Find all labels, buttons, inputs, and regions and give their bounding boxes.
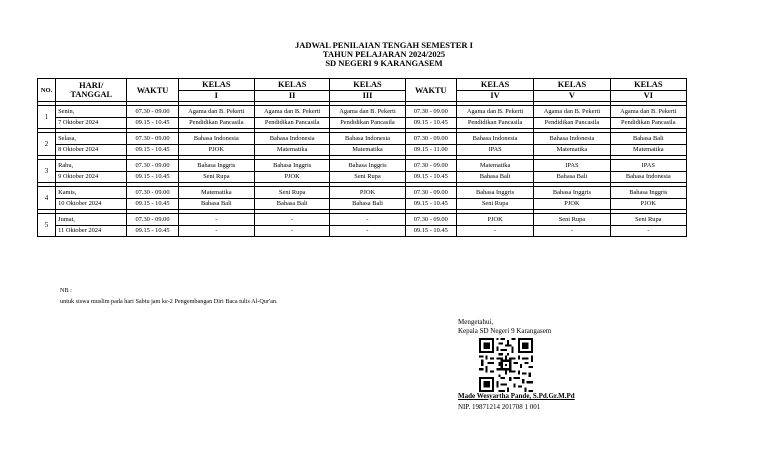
time-cell: 07.30 - 09.00 — [405, 133, 456, 145]
subject-cell: Bahasa Inggris — [178, 160, 254, 172]
subject-cell: Seni Rupa — [178, 171, 254, 183]
subject-cell: Matematika — [456, 160, 533, 172]
subject-cell: Bahasa Bali — [254, 198, 329, 210]
subject-cell: Matematika — [534, 144, 610, 156]
table-row — [38, 117, 687, 129]
subject-cell: Pendidikan Pancasila — [330, 117, 405, 129]
col-no-header: NO. — [38, 79, 56, 102]
subject-cell: IPAS — [456, 144, 533, 156]
row-day: Rabu, — [56, 160, 127, 172]
subject-cell: Bahasa Bali — [330, 198, 405, 210]
subject-cell: Agama dan B. Pekerti — [534, 106, 610, 118]
subject-cell: PJOK — [610, 198, 686, 210]
subject-cell: Bahasa Inggris — [330, 160, 405, 172]
time-cell: 09.15 - 10.45 — [405, 198, 456, 210]
subject-cell: Pendidikan Pancasila — [456, 117, 533, 129]
table-row — [38, 106, 687, 118]
subject-cell: - — [610, 225, 686, 237]
signature-nip: NIP. 19871214 201708 1 001 — [458, 403, 541, 411]
subject-cell: PJOK — [178, 144, 254, 156]
kelas-number: V — [534, 90, 610, 102]
col-hari-line2: TANGGAL — [70, 90, 113, 99]
table-row — [38, 144, 687, 156]
subject-cell: IPAS — [610, 160, 686, 172]
row-day: Selasa, — [56, 133, 127, 145]
time-cell: 07.30 - 09.00 — [127, 187, 178, 199]
col-waktu-header: WAKTU — [405, 79, 456, 102]
subject-cell: - — [178, 214, 254, 226]
table-row — [38, 225, 687, 237]
subject-cell: - — [534, 225, 610, 237]
row-number: 3 — [38, 160, 56, 183]
kelas-number: VI — [610, 90, 686, 102]
col-hari-header — [56, 79, 127, 102]
kelas-number: II — [254, 90, 329, 102]
subject-cell: Bahasa Inggris — [456, 187, 533, 199]
time-cell: 09.15 - 11.00 — [405, 144, 456, 156]
header-row-1 — [38, 79, 687, 91]
row-date: 10 Oktober 2024 — [56, 198, 127, 210]
subject-cell: Bahasa Bali — [456, 171, 533, 183]
kelas-number: I — [178, 90, 254, 102]
col-kelas-header: KELAS — [178, 79, 254, 91]
time-cell: 09.15 - 10.45 — [405, 117, 456, 129]
row-date: 7 Oktober 2024 — [56, 117, 127, 129]
subject-cell: Agama dan B. Pekerti — [610, 106, 686, 118]
subject-cell: Bahasa Bali — [534, 171, 610, 183]
subject-cell: Bahasa Bali — [178, 198, 254, 210]
table-row — [38, 198, 687, 210]
time-cell: 09.15 - 10.45 — [405, 171, 456, 183]
row-day: Kamis, — [56, 187, 127, 199]
subject-cell: Bahasa Indonesia — [254, 133, 329, 145]
subject-cell: Bahasa Indonesia — [178, 133, 254, 145]
table-row — [38, 171, 687, 183]
subject-cell: Agama dan B. Pekerti — [178, 106, 254, 118]
time-cell: 07.30 - 09.00 — [405, 214, 456, 226]
subject-cell: Seni Rupa — [254, 187, 329, 199]
subject-cell: Seni Rupa — [330, 171, 405, 183]
subject-cell: Agama dan B. Pekerti — [254, 106, 329, 118]
subject-cell: Bahasa Indonesia — [330, 133, 405, 145]
subject-cell: Matematika — [254, 144, 329, 156]
subject-cell: - — [330, 214, 405, 226]
subject-cell: Matematika — [178, 187, 254, 199]
subject-cell: - — [178, 225, 254, 237]
time-cell: 07.30 - 09.00 — [405, 160, 456, 172]
subject-cell: - — [254, 225, 329, 237]
signature-greeting: Mengetahui, — [458, 318, 494, 326]
qr-code-image — [479, 338, 533, 392]
table-row — [38, 160, 687, 172]
subject-cell: Bahasa Inggris — [254, 160, 329, 172]
time-cell: 09.15 - 10.45 — [127, 144, 178, 156]
subject-cell: Bahasa Indonesia — [534, 133, 610, 145]
subject-cell: Bahasa Bali — [610, 133, 686, 145]
col-kelas-header: KELAS — [330, 79, 405, 91]
table-row — [38, 187, 687, 199]
subject-cell: Bahasa Inggris — [534, 187, 610, 199]
row-number: 4 — [38, 187, 56, 210]
time-cell: 07.30 - 09.00 — [405, 106, 456, 118]
signature-name: Made Wesyartha Pande, S.Pd.Gr.M.Pd — [458, 392, 575, 400]
col-kelas-header: KELAS — [610, 79, 686, 91]
time-cell: 09.15 - 10.45 — [405, 225, 456, 237]
col-kelas-header: KELAS — [456, 79, 533, 91]
subject-cell: Bahasa Inggris — [610, 187, 686, 199]
subject-cell: Pendidikan Pancasila — [254, 117, 329, 129]
schedule-body — [38, 102, 687, 237]
kelas-number: IV — [456, 90, 533, 102]
time-cell: 09.15 - 10.45 — [127, 198, 178, 210]
doc-title-line3: SD NEGERI 9 KARANGASEM — [325, 58, 443, 68]
row-day: Senin, — [56, 106, 127, 118]
note-label: NB : — [60, 287, 72, 294]
subject-cell: - — [330, 225, 405, 237]
subject-cell: Agama dan B. Pekerti — [330, 106, 405, 118]
subject-cell: Pendidikan Pancasila — [534, 117, 610, 129]
subject-cell: Agama dan B. Pekerti — [456, 106, 533, 118]
time-cell: 07.30 - 09.00 — [405, 187, 456, 199]
time-cell: 09.15 - 10.45 — [127, 117, 178, 129]
table-row — [38, 214, 687, 226]
row-number: 5 — [38, 214, 56, 237]
row-day: Jumat, — [56, 214, 127, 226]
col-kelas-header: KELAS — [254, 79, 329, 91]
row-date: 9 Oktober 2024 — [56, 171, 127, 183]
time-cell: 07.30 - 09.00 — [127, 133, 178, 145]
time-cell: 09.15 - 10.45 — [127, 225, 178, 237]
subject-cell: Matematika — [610, 144, 686, 156]
col-hari-line1: HARI/ — [79, 81, 104, 90]
subject-cell: Seni Rupa — [610, 214, 686, 226]
row-number: 2 — [38, 133, 56, 156]
kelas-number: III — [330, 90, 405, 102]
time-cell: 07.30 - 09.00 — [127, 106, 178, 118]
time-cell: 07.30 - 09.00 — [127, 214, 178, 226]
subject-cell: IPAS — [534, 160, 610, 172]
subject-cell: Bahasa Indonesia — [456, 133, 533, 145]
subject-cell: Seni Rupa — [456, 198, 533, 210]
subject-cell: - — [254, 214, 329, 226]
subject-cell: Bahasa Indonesia — [610, 171, 686, 183]
doc-title-line1: JADWAL PENILAIAN TENGAH SEMESTER I — [295, 40, 473, 50]
col-waktu-header: WAKTU — [127, 79, 178, 102]
subject-cell: Pendidikan Pancasila — [178, 117, 254, 129]
subject-cell: PJOK — [534, 198, 610, 210]
col-kelas-header: KELAS — [534, 79, 610, 91]
subject-cell: Matematika — [330, 144, 405, 156]
row-date: 11 Oktober 2024 — [56, 225, 127, 237]
schedule-table — [37, 78, 687, 237]
subject-cell: Pendidikan Pancasila — [610, 117, 686, 129]
time-cell: 09.15 - 10.45 — [127, 171, 178, 183]
signature-position: Kepala SD Negeri 9 Karangasem — [458, 327, 552, 335]
subject-cell: Seni Rupa — [534, 214, 610, 226]
doc-title-line2: TAHUN PELAJARAN 2024/2025 — [322, 49, 446, 59]
subject-cell: PJOK — [254, 171, 329, 183]
note-text: untuk siswa muslim pada hari Sabtu jam ke-2 Pengembangan Diri Baca tulis Al-Qur'an. — [60, 298, 278, 305]
subject-cell: PJOK — [456, 214, 533, 226]
row-number: 1 — [38, 106, 56, 129]
subject-cell: - — [456, 225, 533, 237]
row-date: 8 Oktober 2024 — [56, 144, 127, 156]
subject-cell: PJOK — [330, 187, 405, 199]
time-cell: 07.30 - 09.00 — [127, 160, 178, 172]
table-row — [38, 133, 687, 145]
